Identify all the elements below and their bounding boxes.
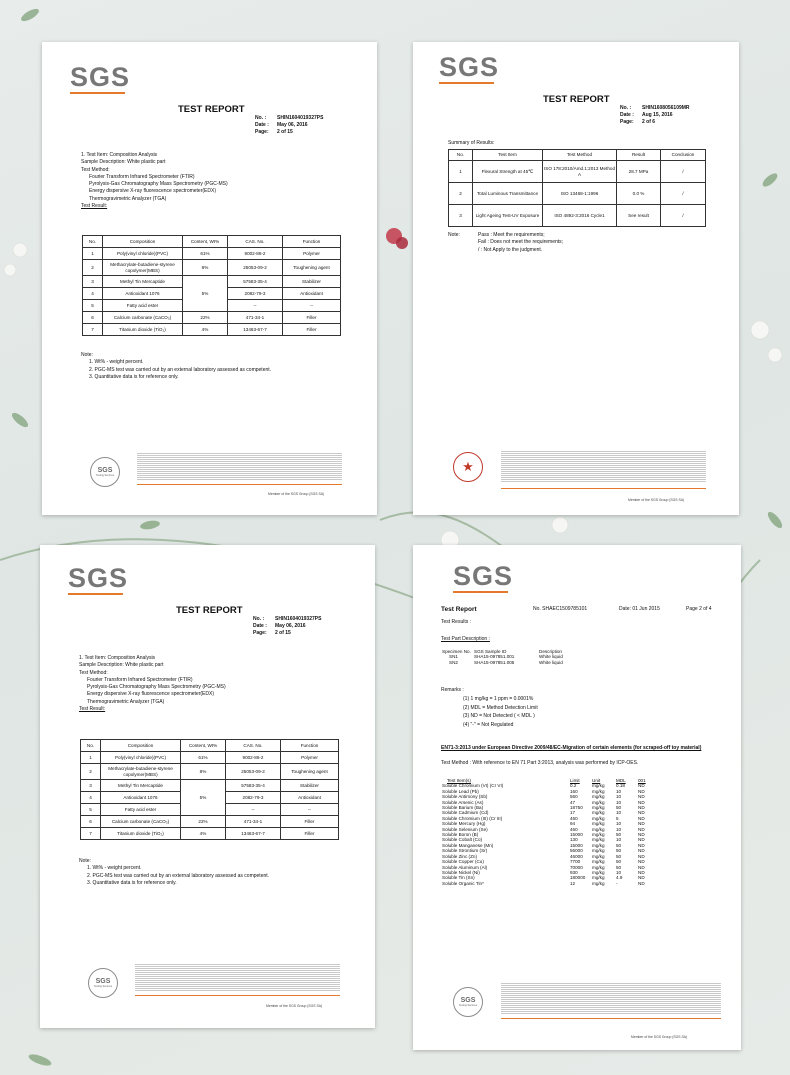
table-row: Soluble Barium (Ba) 18750 mg/kg 50 ND (442, 805, 645, 811)
table-row: Soluble Antimony (Sb) 560 mg/kg 10 ND (442, 794, 645, 800)
test-method: Test Method : With reference to EN 71 Part 3:2013, analysis was performed by ICP-OES. (441, 760, 639, 766)
table-row: 7 Titanium dioxide (TiO₂) 4% 13463-67-7 Filler (83, 324, 341, 336)
footer-rule (501, 488, 706, 489)
report-number: SHIN1604019327PS (275, 616, 322, 622)
table-row: 4 Antioxidant 1076 2082-79-3 Antioxidant (83, 288, 341, 300)
report-date: May 06, 2016 (275, 623, 306, 629)
footer-rule (137, 484, 342, 485)
table-row: Soluble Zinc (Zn) 46000 mg/kg 50 ND (442, 853, 645, 859)
table-row: 1 Flexural Strength at 45℃ ISO 178:2010/Amd.1:2013 Method A 28.7 MPa / (449, 161, 706, 183)
table-row: SN2 SHA15-097851.005 White liquid (449, 659, 563, 665)
summary-label: Summary of Results: (448, 140, 495, 146)
report-page-1 (42, 42, 377, 515)
footer-rule (135, 995, 340, 996)
table-row: SN1 SHA15-097851.001 White liquid (449, 654, 563, 660)
sgs-stamp: SGS Testing Services (88, 968, 118, 998)
report-page: 2 of 15 (277, 129, 293, 135)
logo-underline (453, 591, 508, 593)
table-row: Soluble Lead (Pb) 160 mg/kg 10 ND (442, 788, 645, 794)
sgs-logo: SGS (439, 52, 500, 82)
table-row: 1 Poly(vinyl chloride)(PVC) 61% 9002-86-2 Polymer (83, 248, 341, 260)
table-row: Soluble Aluminum (Al) 70000 mg/kg 50 ND (442, 864, 645, 870)
en71-title: EN71-3:2013 under European Directive 2009/48/EC-Migration of certain elements (for scraped-off toy material) (441, 745, 702, 751)
sgs-logo: SGS (453, 561, 514, 591)
table-row: Soluble Chromium (VI) (Cr VI) 0.2 mg/kg 0.18 ND (442, 783, 645, 789)
report-date: Aug 15, 2016 (642, 112, 673, 118)
test-item-info: 1. Test Item: Composition Analysis Sample Description: White plastic part Test Method: Fourier Transform Infrared Spectrometer (FTIR) Pyrolysis-Gas Chromatography Mass Spectrometry (PGC-MS) Energy dispersive X-ray fluorescence spectrometer(EDX) Thermogravimetric Analyzer (TGA) Test Result: (81, 152, 228, 210)
member-note: Member of the SGS Group (SGS SA) (266, 1004, 323, 1008)
report-page: 2 of 15 (275, 630, 291, 636)
report-number: SHIN1604019327PS (277, 115, 324, 121)
report-meta: No. : SHIN1604019327PS Date : May 06, 2016 Page: 2 of 15 (255, 115, 324, 135)
composition-table: No. Composition Content, Wt% CAS. No. Function 1 Poly(vinyl chloride)(PVC) 61% 9002-86-2 Polymer 2 Methacrylate-butadiene-styrene copolymer(MBS) 8% 25053-09-2 Toughening agent 3 Methyl Tin Mercaptide 5% 57583-35-4 Stabilizer 4 Antioxidant 1076 2082-79-3 Antioxidant 5 Fatty acid ester -- -- 6 Calcium carbonate (CaCO₃) 22% 471-34-1 Filler 7 Titanium dioxide (TiO₂) 4% 13463-67-7 Filler (82, 235, 341, 336)
star-stamp-icon: ★ (453, 452, 483, 482)
table-row: 3 Methyl Tin Mercaptide 5% 57583-35-4 Stabilizer (81, 780, 339, 792)
report-page-3 (40, 545, 375, 1028)
table-row: Soluble Copper (Cu) 7700 mg/kg 50 ND (442, 859, 645, 865)
logo-underline (68, 593, 123, 595)
table-row: Soluble Chromium (III) (Cr III) 460 mg/kg 5 ND (442, 815, 645, 821)
fine-print (135, 963, 340, 991)
report-title: TEST REPORT (543, 94, 610, 105)
table-row: 6 Calcium carbonate (CaCO₃) 22% 471-34-1 Filler (83, 312, 341, 324)
table-row: Soluble Arsenic (As) 47 mg/kg 10 ND (442, 799, 645, 805)
report-date: May 06, 2016 (277, 122, 308, 128)
table-row: 2 Total Luminous Transmittance ISO 13468-1:1996 0.0 % / (449, 183, 706, 205)
report-meta: No. : SHIN1608056109MR Date : Aug 15, 2016 Page: 2 of 6 (620, 105, 690, 125)
member-note: Member of the SGS Group (SGS SA) (631, 1035, 688, 1039)
fine-print (137, 452, 342, 480)
sgs-logo: SGS (70, 62, 131, 92)
report-page: 2 of 6 (642, 119, 656, 125)
logo-underline (439, 82, 494, 84)
sgs-stamp: SGS Testing Services (453, 987, 483, 1017)
results-label: Test Results : (441, 619, 472, 625)
report-number: SHIN1608056109MR (642, 105, 690, 111)
table-row: Soluble Organic Tin* 12 mg/kg - ND (442, 880, 645, 886)
table-row: 6 Calcium carbonate (CaCO₃) 22% 471-34-1 Filler (81, 816, 339, 828)
notes: Note: 1. Wt% - weight percent. 2. PGC-MS test was carried out by an external laboratory assessed as competent. 3. Quantitative data is for reference only. (79, 858, 270, 886)
report-title: TEST REPORT (178, 104, 245, 115)
sgs-stamp: SGS Testing Services (90, 457, 120, 487)
remarks: Remarks : (1) 1 mg/kg = 1 ppm = 0.0001% (2) MDL = Method Detection Limit (3) ND = Not Detected ( < MDL ) (4) "-" = Not Regulated (441, 687, 538, 729)
composition-table: No. Composition Content, Wt% CAS. No. Function 1 Poly(vinyl chloride)(PVC) 61% 9002-86-2 Polymer 2 Methacrylate-butadiene-styrene copolymer(MBS) 8% 25053-09-2 Toughening agent 3 Methyl Tin Mercaptide 5% 57583-35-4 Stabilizer 4 Antioxidant 1076 2082-79-3 Antioxidant 5 Fatty acid ester -- -- 6 Calcium carbonate (CaCO₃) 22% 471-34-1 Filler 7 Titanium dioxide (TiO₂) 4% 13463-67-7 Filler (80, 739, 339, 840)
table-row: Soluble Selenium (Se) 460 mg/kg 10 ND (442, 826, 645, 832)
table-row: Soluble Cadmium (Cd) 17 mg/kg 10 ND (442, 810, 645, 816)
elements-table: Test Item(s) Limit Unit MDL 001 Soluble Chromium (VI) (Cr VI) 0.2 mg/kg 0.18 ND Soluble Lead (Pb) 160 mg/kg 10 ND Soluble Antimony (Sb) 560 mg/kg 10 ND Soluble Arsenic (As) 47 mg/kg 10 ND Soluble Barium (Ba) 18750 mg/kg 50 ND Soluble Cadmium (Cd) 17 mg/kg 10 ND Soluble Chromium (III) (Cr III) 460 mg/kg 5 ND Soluble Mercury (Hg) 94 mg/kg 10 ND Soluble Selenium (Se) 460 mg/kg 10 ND Soluble Boron (B) 15000 mg/kg 50 ND Soluble Cobalt (Co) 130 mg/kg 10 ND Soluble Manganese (Mn) 15000 mg/kg 50 ND Soluble Strontium (Sr) 56000 mg/kg 50 ND Soluble Zinc (Zn) 46000 mg/kg 50 ND Soluble Copper (Cu) 7700 mg/kg 50 ND Soluble Aluminum (Al) 70000 mg/kg 50 ND Soluble Nickel (Ni) 930 mg/kg 10 ND Soluble Tin (Sn) 180000 mg/kg 4.9 ND Soluble Organic Tin* 12 mg/kg - ND (441, 778, 656, 886)
table-row: 5 Fatty acid ester -- -- (81, 804, 339, 816)
logo-underline (70, 92, 125, 94)
table-row: 4 Antioxidant 1076 2082-79-3 Antioxidant (81, 792, 339, 804)
table-row: Soluble Mercury (Hg) 94 mg/kg 10 ND (442, 821, 645, 827)
fine-print (501, 982, 721, 1014)
table-row: Soluble Boron (B) 15000 mg/kg 50 ND (442, 832, 645, 838)
part-description-label: Test Part Description : (441, 636, 490, 642)
table-row: Soluble Tin (Sn) 180000 mg/kg 4.9 ND (442, 875, 645, 881)
member-note: Member of the SGS Group (SGS SA) (268, 492, 325, 496)
table-row: 2 Methacrylate-butadiene-styrene copolymer(MBS) 8% 25053-09-2 Toughening agent (83, 260, 341, 276)
table-row: Soluble Manganese (Mn) 15000 mg/kg 50 ND (442, 842, 645, 848)
report-title: TEST REPORT (176, 605, 243, 616)
report-page-2 (413, 42, 739, 515)
summary-table: No. Test Item Test Method Result Conclusion 1 Flexural Strength at 45℃ ISO 178:2010/Amd.1:2013 Method A 28.7 MPa / 2 Total Luminous Transmittance ISO 13468-1:1996 0.0 % / 3 Light Ageing Test-UV Exposure ISO 4892-3:2016 Cycle1 See result / (448, 149, 706, 227)
report-meta: No. : SHIN1604019327PS Date : May 06, 2016 Page: 2 of 15 (253, 616, 322, 636)
report-header: Test Report No. SHAEC1509785101 Date: 01 Jun 2015 Page 2 of 4 (441, 606, 712, 613)
notes: Note: 1. Wt% - weight percent. 2. PGC-MS test was carried out by an external laboratory assessed as competent. 3. Quantitative data is for reference only. (81, 352, 272, 380)
table-row: Soluble Nickel (Ni) 930 mg/kg 10 ND (442, 869, 645, 875)
specimen-table: Specimen No. SGS Sample ID Description SN1 SHA15-097851.001 White liquid SN2 SHA15-097851.005 White liquid (442, 649, 563, 665)
fine-print (501, 450, 706, 482)
table-row: Soluble Cobalt (Co) 130 mg/kg 10 ND (442, 837, 645, 843)
table-row: Soluble Strontium (Sr) 56000 mg/kg 50 ND (442, 848, 645, 854)
table-row: 1 Poly(vinyl chloride)(PVC) 61% 9002-86-2 Polymer (81, 752, 339, 764)
notes: Note: Pass : Meet the requirements; Fail : Does not meet the requirements; / : Not Apply to the judgment. (448, 232, 564, 253)
table-row: 7 Titanium dioxide (TiO₂) 4% 13463-67-7 Filler (81, 828, 339, 840)
test-item-info: 1. Test Item: Composition Analysis Sample Description: White plastic part Test Method: Fourier Transform Infrared Spectrometer (FTIR) Pyrolysis-Gas Chromatography Mass Spectrometry (PGC-MS) Energy dispersive X-ray fluorescence spectrometer(EDX) Thermogravimetric Analyzer (TGA) Test Result: (79, 655, 226, 713)
member-note: Member of the SGS Group (SGS SA) (628, 498, 685, 502)
table-row: 3 Light Ageing Test-UV Exposure ISO 4892-3:2016 Cycle1 See result / (449, 205, 706, 227)
table-row: 5 Fatty acid ester -- -- (83, 300, 341, 312)
table-row: 2 Methacrylate-butadiene-styrene copolymer(MBS) 8% 25053-09-2 Toughening agent (81, 764, 339, 780)
table-row: 3 Methyl Tin Mercaptide 5% 57583-35-4 Stabilizer (83, 276, 341, 288)
report-page-4 (413, 545, 741, 1050)
sgs-logo: SGS (68, 563, 129, 593)
footer-rule (501, 1018, 721, 1019)
